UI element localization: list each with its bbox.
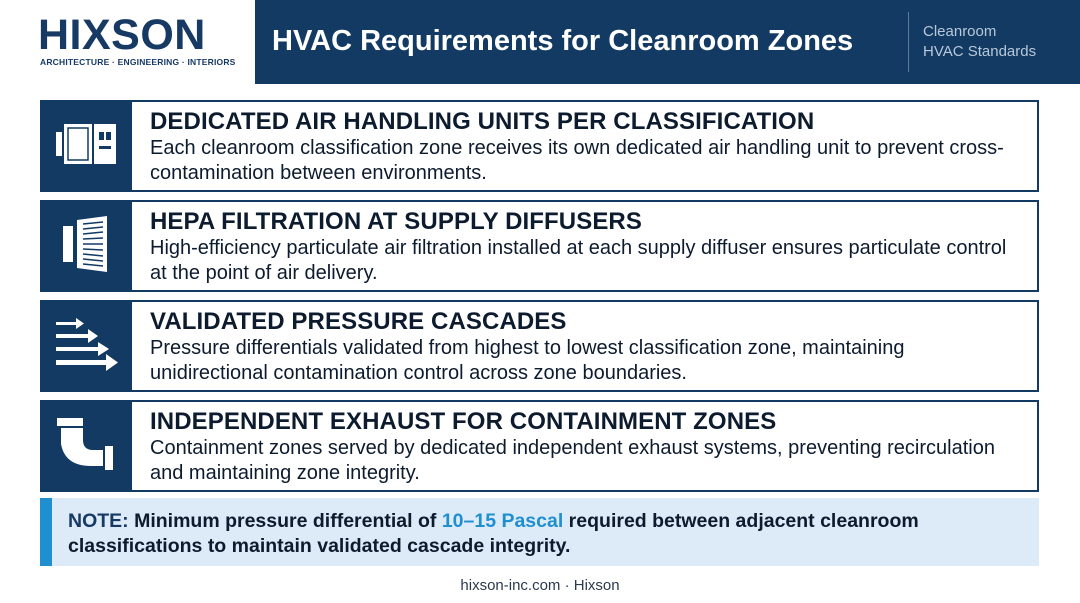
note-text bbox=[68, 509, 1019, 559]
air-handling-unit-icon bbox=[54, 122, 120, 171]
card-heading: DEDICATED AIR HANDLING UNITS PER CLASSIFICATION bbox=[150, 108, 815, 135]
card-description: Containment zones served by dedicated independent exhaust systems, preventing recirculation and maintaining zone integrity. bbox=[150, 437, 995, 484]
card-heading: VALIDATED PRESSURE CASCADES bbox=[150, 308, 567, 335]
card-description: Each cleanroom classification zone receives its own dedicated air handling unit to prevent cross-contamination between environments. bbox=[150, 137, 1004, 184]
note-callout bbox=[40, 498, 1039, 566]
card-icon-box bbox=[42, 302, 132, 390]
note-highlight: 10–15 Pascal bbox=[441, 510, 564, 532]
title-divider bbox=[908, 12, 909, 72]
requirement-card-ahu bbox=[40, 100, 1039, 192]
logo-wordmark: HIXSON bbox=[38, 11, 206, 59]
note-text-after: required between adjacent cleanroom classifications to maintain validated cascade integrity. bbox=[68, 510, 919, 557]
note-text-before: Minimum pressure differential of bbox=[128, 510, 442, 532]
note-label: NOTE: bbox=[68, 510, 129, 532]
subtitle-line-1: Cleanroom bbox=[923, 23, 997, 40]
title-bar bbox=[255, 0, 1080, 84]
logo-tagline: ARCHITECTURE · ENGINEERING · INTERIORS bbox=[40, 57, 236, 67]
header bbox=[0, 0, 1080, 84]
requirement-card-exhaust bbox=[40, 400, 1039, 492]
card-icon-box bbox=[42, 102, 132, 190]
subtitle-line-2: HVAC Standards bbox=[923, 43, 1037, 60]
airflow-arrows-icon bbox=[54, 316, 120, 377]
title-subtitle bbox=[923, 22, 1036, 62]
card-description: Pressure differentials validated from highest to lowest classification zone, maintaining unidirectional contamination control across zone boundaries. bbox=[150, 337, 905, 384]
hepa-filter-icon bbox=[61, 214, 113, 279]
footer-text: hixson-inc.com · Hixson bbox=[460, 577, 620, 594]
exhaust-duct-icon bbox=[55, 416, 119, 477]
note-accent-bar bbox=[40, 498, 52, 566]
logo bbox=[0, 0, 255, 84]
card-description: High-efficiency particulate air filtration installed at each supply diffuser ensures particulate control at the point of air delivery. bbox=[150, 237, 1007, 284]
card-text bbox=[150, 308, 1021, 386]
card-icon-box bbox=[42, 202, 132, 290]
card-text bbox=[150, 108, 1021, 186]
page-title: HVAC Requirements for Cleanroom Zones bbox=[272, 25, 854, 57]
card-icon-box bbox=[42, 402, 132, 490]
requirement-card-hepa bbox=[40, 200, 1039, 292]
card-text bbox=[150, 208, 1021, 286]
card-heading: HEPA FILTRATION AT SUPPLY DIFFUSERS bbox=[150, 208, 642, 235]
card-heading: INDEPENDENT EXHAUST FOR CONTAINMENT ZONES bbox=[150, 408, 777, 435]
requirement-card-pressure bbox=[40, 300, 1039, 392]
card-text bbox=[150, 408, 1021, 486]
